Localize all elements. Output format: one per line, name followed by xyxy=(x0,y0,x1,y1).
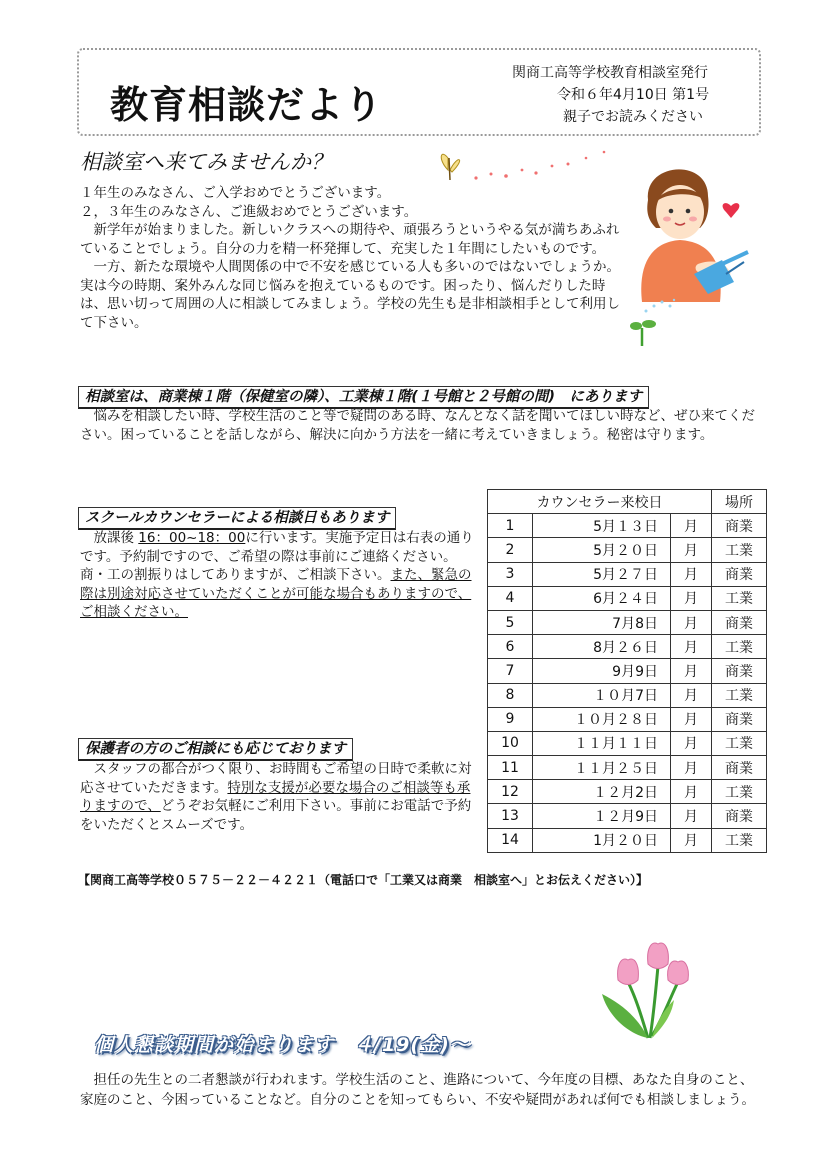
row-place: 工業 xyxy=(712,683,767,707)
heart-icon xyxy=(723,203,740,218)
row-number: 11 xyxy=(488,756,533,780)
issue-date: 令和６年4月10日 第1号 xyxy=(557,87,710,103)
row-number: 6 xyxy=(488,635,533,659)
kojin-heading: 個人懇談期間が始まります ４/19(金)～ xyxy=(94,1034,470,1056)
row-number: 4 xyxy=(488,586,533,610)
table-row xyxy=(488,804,767,828)
row-place: 商業 xyxy=(712,610,767,634)
row-place: 商業 xyxy=(712,659,767,683)
counselor-schedule-table xyxy=(487,489,767,853)
row-weekday: 月 xyxy=(671,610,712,634)
table-row xyxy=(488,756,767,780)
row-weekday: 月 xyxy=(671,756,712,780)
kojin-body: 担任の先生との二者懇談が行われます。学校生活のこと、進路について、今年度の目標、あなた自身のこと、家庭のこと、今困っていることなど。自分のことを知ってもらい、不安や疑問があれば何でも相談しましょう。 xyxy=(80,1072,755,1108)
guardian-body xyxy=(80,760,478,834)
table-row xyxy=(488,514,767,538)
row-place: 工業 xyxy=(712,731,767,755)
row-weekday: 月 xyxy=(671,586,712,610)
row-date: １１月１１日 xyxy=(533,731,671,755)
counselor-text-2: に行います。実施予定日は右表の通りです。予約制ですので、ご希望の際は事前にご連絡ください。商・工の割振りはしてありますが、ご相談下さい。 xyxy=(80,530,474,583)
row-date: 7月8日 xyxy=(533,610,671,634)
row-date: 5月１３日 xyxy=(533,514,671,538)
row-place: 商業 xyxy=(712,514,767,538)
intro-heading: 相談室へ来てみませんか？ xyxy=(80,150,332,174)
row-weekday: 月 xyxy=(671,804,712,828)
row-date: 5月２７日 xyxy=(533,562,671,586)
table-header-row xyxy=(488,490,767,514)
row-date: 6月２４日 xyxy=(533,586,671,610)
table-row xyxy=(488,635,767,659)
row-weekday: 月 xyxy=(671,514,712,538)
row-place: 商業 xyxy=(712,756,767,780)
row-date: １０月２８日 xyxy=(533,707,671,731)
table-row xyxy=(488,586,767,610)
row-place: 工業 xyxy=(712,538,767,562)
table-row xyxy=(488,659,767,683)
intro-p4: 一方、新たな環境や人間関係の中で不安を感じている人も多いのではないでしょうか。実は今の時期、案外みんな同じ悩みを抱えているものです。困ったり、悩んだりした時は、思い切って周囲の人に相談してみましょう。学校の先生も是非相談相手として利用して下さい。 xyxy=(80,259,620,331)
guardian-text-2: 特別な支援が必要な場合のご相談等も承りますので、 xyxy=(80,779,471,814)
sparkle-trail xyxy=(474,151,605,180)
row-number: 2 xyxy=(488,538,533,562)
row-place: 商業 xyxy=(712,562,767,586)
row-number: 8 xyxy=(488,683,533,707)
row-number: 1 xyxy=(488,514,533,538)
row-weekday: 月 xyxy=(671,707,712,731)
row-weekday: 月 xyxy=(671,828,712,852)
row-date: １２月9日 xyxy=(533,804,671,828)
table-row xyxy=(488,731,767,755)
row-number: 9 xyxy=(488,707,533,731)
table-row xyxy=(488,538,767,562)
location-heading: 相談室は、商業棟１階（保健室の隣）、工業棟１階(１号館と２号館の間) にあります xyxy=(78,386,649,409)
counselor-text-3: また、緊急の際は別途対応させていただくことが可能な場合もありますので、ご相談ください。 xyxy=(80,567,472,620)
row-number: 14 xyxy=(488,828,533,852)
row-weekday: 月 xyxy=(671,538,712,562)
table-row xyxy=(488,610,767,634)
col-place-header: 場所 xyxy=(712,490,767,514)
table-row xyxy=(488,707,767,731)
table-row xyxy=(488,780,767,804)
row-number: 5 xyxy=(488,610,533,634)
girl-watering-illustration xyxy=(626,156,758,350)
reading-note: 親子でお読みください xyxy=(563,109,703,125)
guardian-text-1: スタッフの都合がつく限り、お時間もご希望の日時で柔軟に対応させていただきます。 xyxy=(80,761,472,796)
intro-p2: ２，３年生のみなさん、ご進級おめでとうございます。 xyxy=(80,203,418,220)
counselor-body xyxy=(80,529,475,622)
phone-contact: 【関商工高等学校０５７５－２２－４２２１（電話口で「工業又は商業 相談室へ」とお伝えください）】 xyxy=(78,873,649,887)
intro-body xyxy=(80,184,620,332)
row-number: 3 xyxy=(488,562,533,586)
col-date-header: カウンセラー来校日 xyxy=(488,490,712,514)
row-place: 商業 xyxy=(712,707,767,731)
row-date: 9月9日 xyxy=(533,659,671,683)
row-number: 7 xyxy=(488,659,533,683)
row-date: １２月2日 xyxy=(533,780,671,804)
row-date: 5月２０日 xyxy=(533,538,671,562)
row-date: １１月２５日 xyxy=(533,756,671,780)
row-place: 工業 xyxy=(712,586,767,610)
table-row xyxy=(488,828,767,852)
butterfly-icon xyxy=(441,154,459,180)
row-weekday: 月 xyxy=(671,562,712,586)
row-weekday: 月 xyxy=(671,635,712,659)
row-place: 工業 xyxy=(712,828,767,852)
row-date: 8月２６日 xyxy=(533,635,671,659)
newsletter-title: 教育相談だより xyxy=(110,83,384,127)
row-date: １０月7日 xyxy=(533,683,671,707)
publisher: 関商工高等学校教育相談室発行 xyxy=(512,65,708,81)
intro-p3: 新学年が始まりました。新しいクラスへの期待や、頑張ろうというやる気が満ちあふれていることでしょう。自分の力を精一杯発揮して、充実した１年間にしたいものです。 xyxy=(80,222,620,257)
butterfly-illustration xyxy=(436,140,626,196)
counselor-time: 16：00~18：00 xyxy=(138,530,246,546)
row-weekday: 月 xyxy=(671,683,712,707)
row-weekday: 月 xyxy=(671,659,712,683)
row-number: 12 xyxy=(488,780,533,804)
row-number: 10 xyxy=(488,731,533,755)
guardian-text-3: どうぞお気軽にご利用下さい。事前にお電話で予約をいただくとスムーズです。 xyxy=(80,798,472,833)
row-number: 13 xyxy=(488,804,533,828)
row-place: 工業 xyxy=(712,780,767,804)
tulip-flower-icon xyxy=(618,943,689,985)
row-place: 工業 xyxy=(712,635,767,659)
counselor-text-1: 放課後 xyxy=(80,530,134,546)
location-body: 悩みを相談したい時、学校生活のこと等で疑問のある時、なんとなく話を聞いてほしい時など、ぜひ来てください。困っていることを話しながら、解決に向かう方法を一緒に考えていきましょう。秘密は守ります。 xyxy=(80,408,755,443)
row-place: 商業 xyxy=(712,804,767,828)
intro-p1: １年生のみなさん、ご入学おめでとうございます。 xyxy=(80,185,391,201)
sprout-icon xyxy=(630,320,656,346)
tulip-illustration xyxy=(598,938,698,1042)
table-row xyxy=(488,562,767,586)
counselor-heading: スクールカウンセラーによる相談日もあります xyxy=(78,507,396,530)
table-row xyxy=(488,683,767,707)
row-weekday: 月 xyxy=(671,780,712,804)
row-date: 1月２０日 xyxy=(533,828,671,852)
row-weekday: 月 xyxy=(671,731,712,755)
guardian-heading: 保護者の方のご相談にも応じております xyxy=(78,738,353,761)
